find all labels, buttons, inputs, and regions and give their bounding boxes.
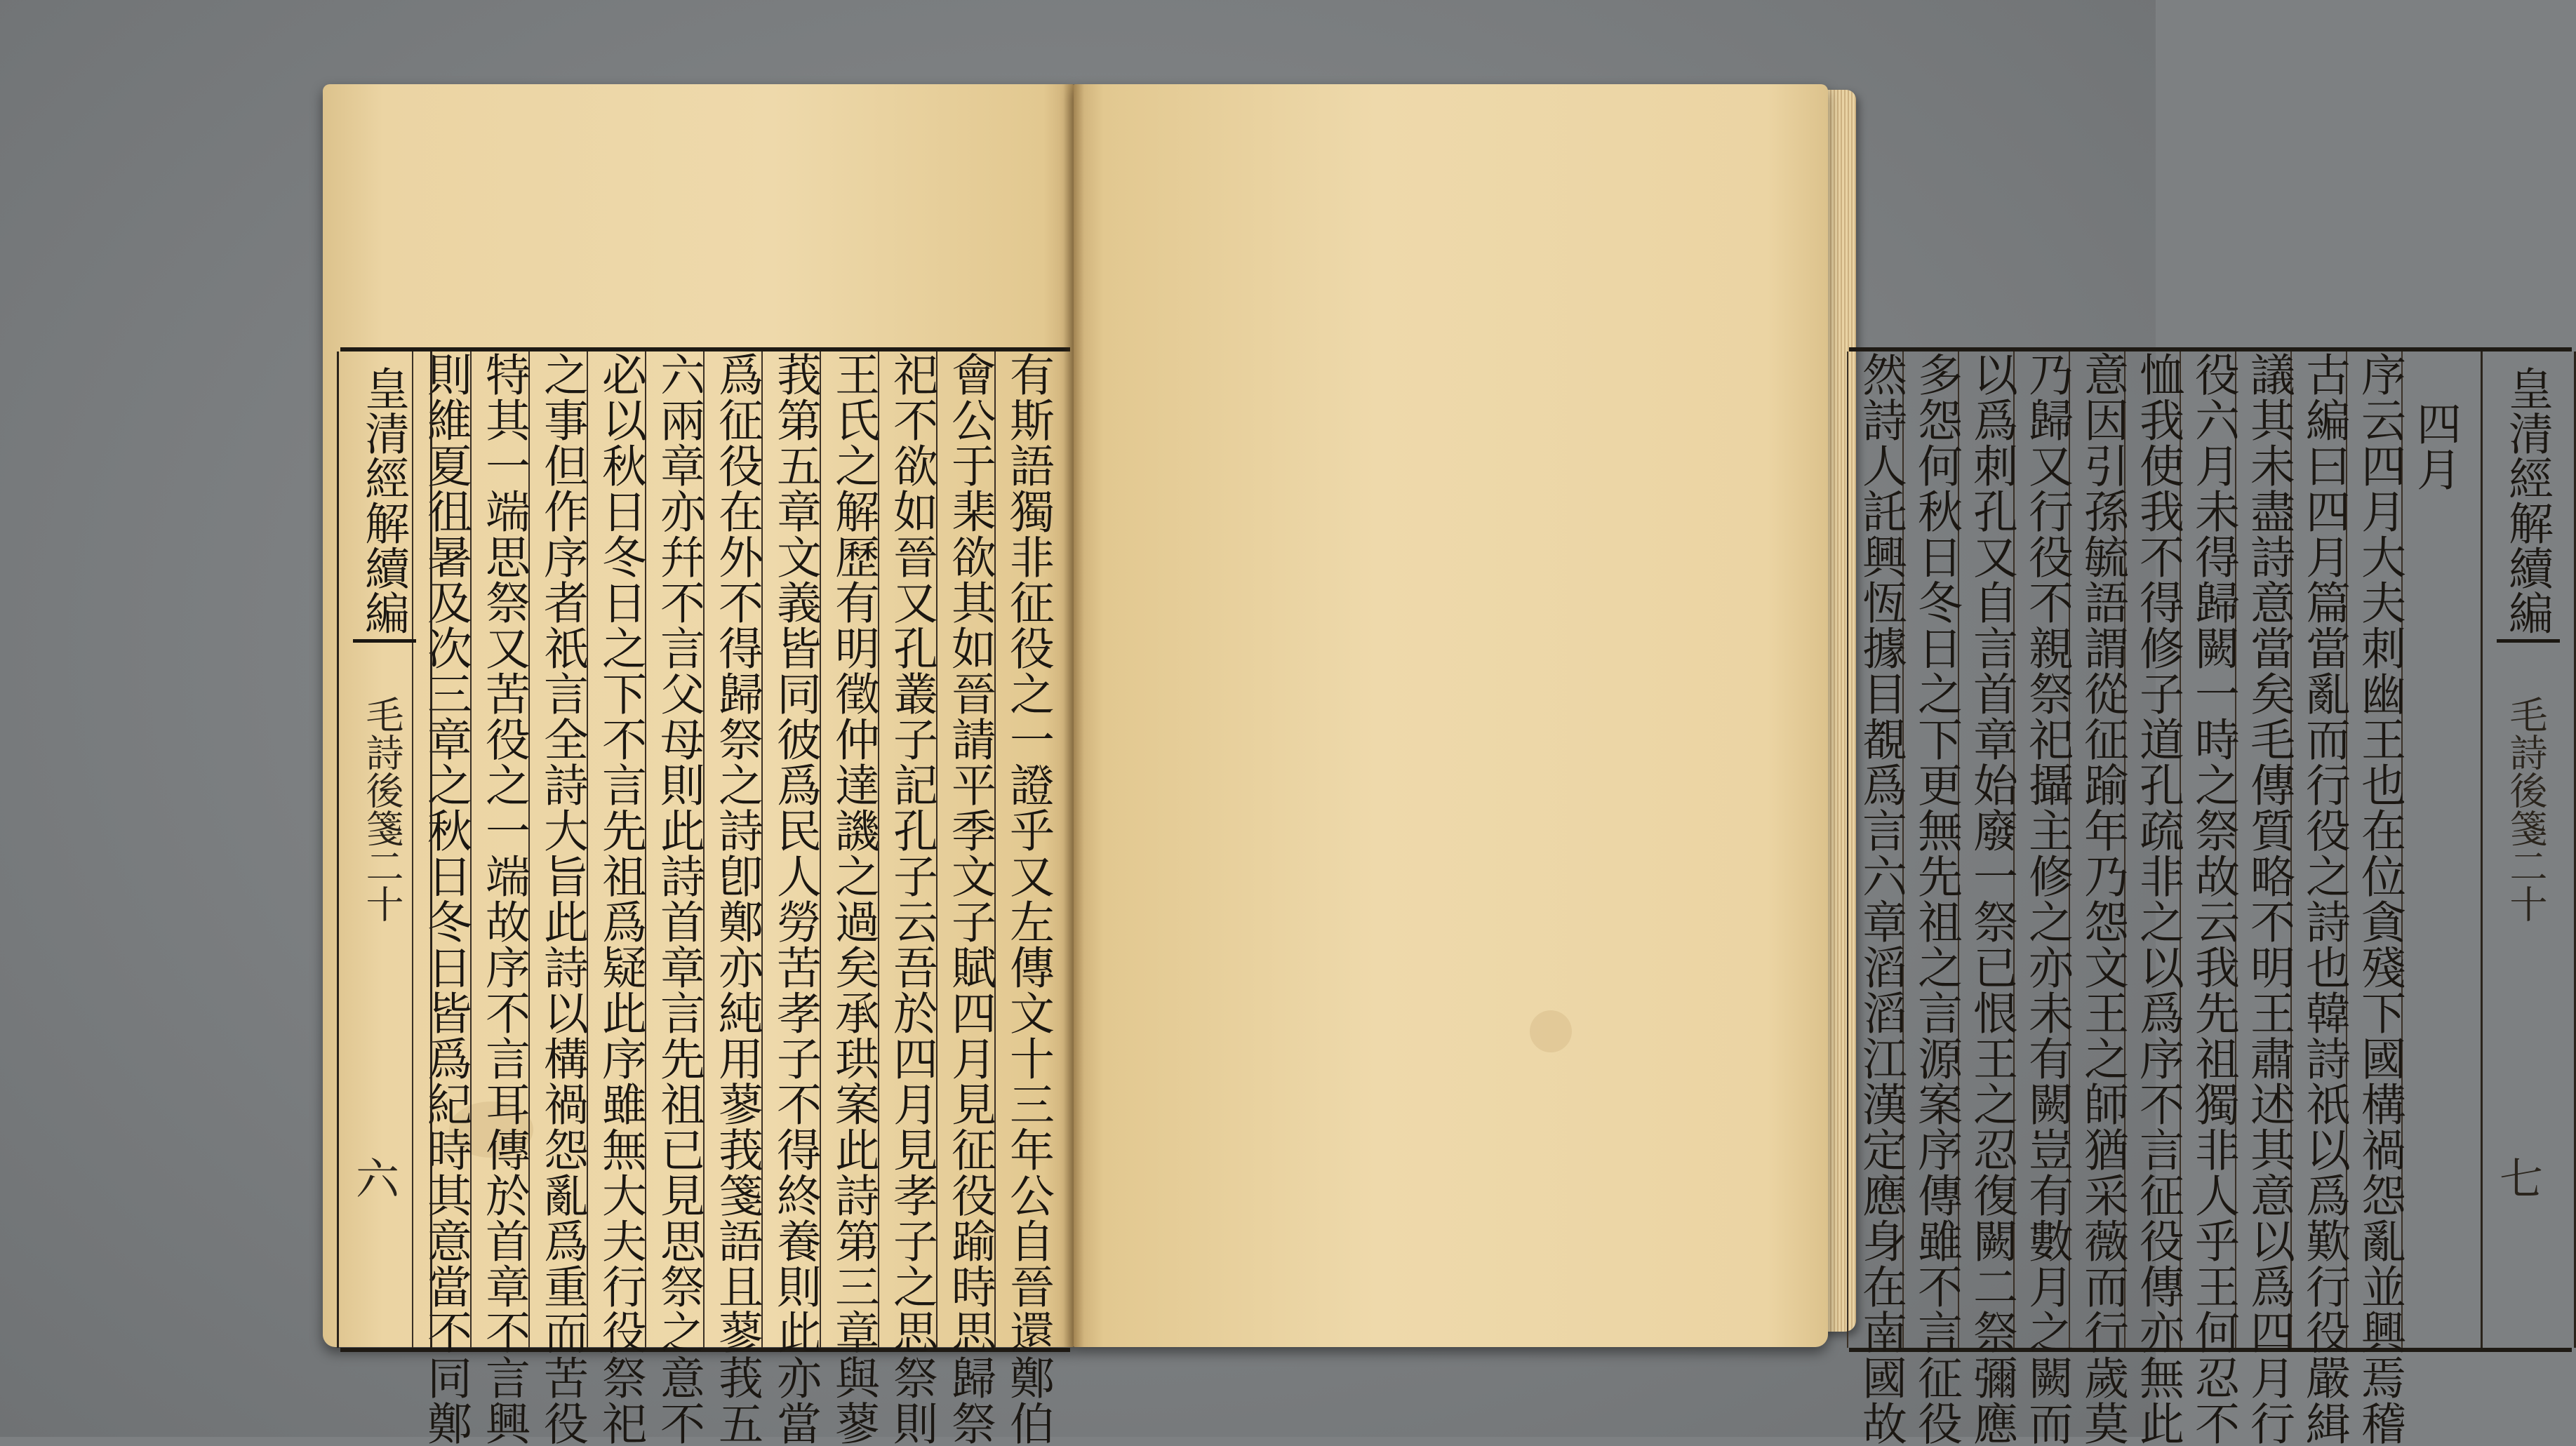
text-column: 有斯語獨非征役之一證乎又左傳文十三年公自晉還鄭伯 bbox=[1002, 352, 1054, 1446]
left-banxin bbox=[337, 352, 432, 1348]
text-column: 然詩人託興恆據目覩爲言六章滔滔江漢定應身在南國故 bbox=[1855, 352, 1907, 1446]
text-column: 會公于棐欲其如晉請平季文子賦四月見征役踰時思歸祭 bbox=[944, 352, 996, 1446]
text-column: 王氏之解歷有明徵仲達譏之過矣承珙案此詩第三章與蓼 bbox=[827, 352, 879, 1446]
right-page-frame bbox=[1849, 347, 2572, 1446]
left-page bbox=[323, 84, 1074, 1446]
fish-tail-mark bbox=[2497, 639, 2560, 671]
text-column: 以爲刺孔又自言首章始廢一祭已恨王之忍復闕二祭彌應 bbox=[1966, 352, 2017, 1446]
text-column: 役六月未得歸闕一時之祭故云我先祖獨非人乎王何忍不 bbox=[2187, 352, 2239, 1446]
section-heading: 四月 bbox=[2409, 401, 2461, 492]
text-column: 序云四月大夫刺幽王也在位貪殘下國構禍怨亂並興焉稽 bbox=[2354, 352, 2405, 1446]
folio-number: 六 bbox=[356, 1153, 400, 1205]
banxin-title: 皇清經解續編 bbox=[357, 366, 409, 635]
right-banxin bbox=[2481, 352, 2576, 1348]
text-column: 則維夏徂暑及次三章之秋日冬日皆爲紀時其意當不同鄭 bbox=[420, 352, 472, 1446]
right-page bbox=[1074, 84, 2553, 1446]
text-column: 祀不欲如晉又孔叢子記孔子云吾於四月見孝子之思祭則 bbox=[886, 352, 937, 1446]
column-rule bbox=[1847, 352, 1848, 1348]
text-column: 乃歸又行役不親祭祀攝主修之亦未有闕豈有數月之闕而 bbox=[2021, 352, 2073, 1446]
paper-stain bbox=[1530, 1010, 1572, 1052]
text-column: 議其未盡詩意當矣毛傳質略不明王肅述其意以爲四月行 bbox=[2243, 352, 2295, 1446]
text-column: 意因引孫毓語謂從征踰年乃怨文王之師猶采薇而行歲莫 bbox=[2076, 352, 2128, 1446]
book-gutter bbox=[1063, 84, 1084, 1347]
text-column: 必以秋日冬日之下不言先祖爲疑此序雖無大夫行役祭祀 bbox=[594, 352, 646, 1446]
text-column: 多怨何秋日冬日之下更無先祖之言源案序傳雖不言征役 bbox=[1910, 352, 1962, 1446]
text-column: 爲征役在外不得歸祭之詩卽鄭亦純用蓼莪箋語且蓼莪五 bbox=[711, 352, 763, 1446]
text-column: 莪第五章文義皆同彼爲民人勞苦孝子不得終養則此亦當 bbox=[769, 352, 821, 1446]
text-column: 之事但作序者祇言全詩大旨此詩以構禍怨亂爲重而苦役 bbox=[536, 352, 588, 1446]
text-column: 特其一端思祭又苦役之一端故序不言耳傳於首章不言興 bbox=[478, 352, 530, 1446]
banxin-subtitle: 毛詩後箋二十 bbox=[360, 695, 404, 923]
open-book bbox=[312, 77, 2553, 1446]
text-column: 恤我使我不得修子道孔疏非之以爲序不言征役傳亦無此 bbox=[2132, 352, 2184, 1446]
fish-tail-mark bbox=[353, 639, 416, 671]
folio-number: 七 bbox=[2500, 1153, 2544, 1205]
text-column: 古編曰四月篇當亂而行役之詩也韓詩祇以爲歎行役嚴緝 bbox=[2298, 352, 2350, 1446]
left-page-frame bbox=[340, 347, 1070, 1446]
text-column: 六兩章亦幷不言父母則此詩首章言先祖已見思祭之意不 bbox=[653, 352, 705, 1446]
banxin-title: 皇清經解續編 bbox=[2501, 366, 2553, 635]
banxin-subtitle: 毛詩後箋二十 bbox=[2504, 695, 2548, 923]
